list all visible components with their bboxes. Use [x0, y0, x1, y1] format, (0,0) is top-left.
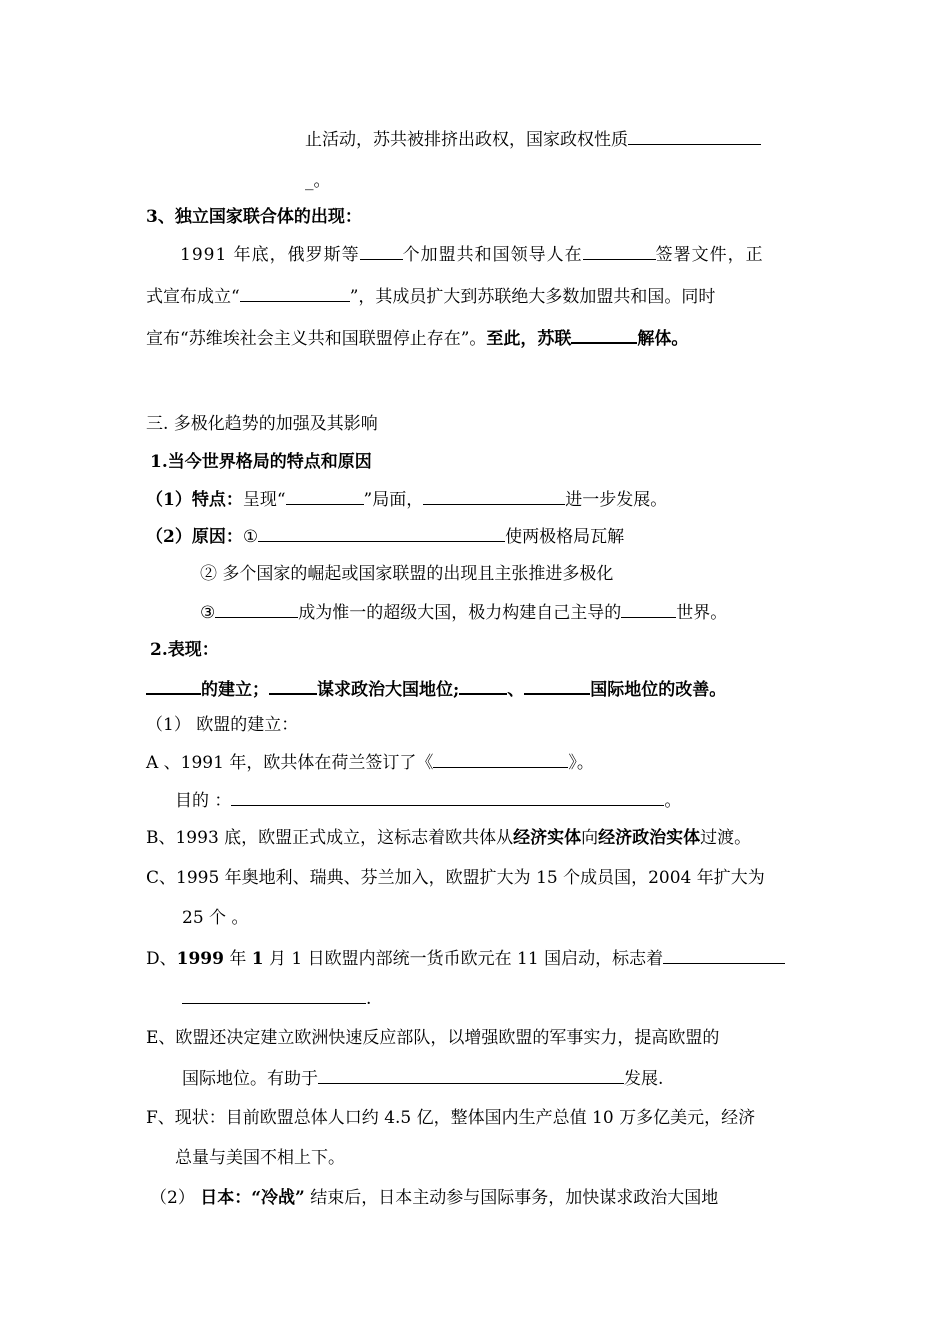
- text-line: E、欧盟还决定建立欧洲快速反应部队，以增强欧盟的军事实力，提高欧盟的: [146, 1028, 720, 1048]
- text-line: [146, 326, 688, 350]
- text: 解体。: [637, 329, 689, 349]
- blank-field[interactable]: [286, 488, 364, 505]
- text-line: F、现状：目前欧盟总体人口约 4.5 亿，整体国内生产总值 10 万多亿美元，经济: [146, 1108, 756, 1128]
- text: （2）: [150, 1188, 201, 1208]
- text: 签署文件，正: [655, 245, 764, 265]
- text-line: [146, 677, 726, 701]
- text-line: 总量与美国不相上下。: [175, 1148, 345, 1168]
- text: A 、1991 年，欧共体在荷兰签订了《: [146, 753, 434, 773]
- text: 目的 ：: [175, 791, 232, 811]
- text-line: [180, 243, 764, 266]
- label: （2）原因：: [146, 527, 243, 547]
- text: 经济实体: [513, 828, 582, 848]
- text: 过渡。: [700, 828, 752, 848]
- text: ”局面，: [363, 490, 424, 510]
- text-line: [305, 128, 761, 151]
- blank-field[interactable]: [215, 601, 298, 618]
- label: （1）特点：: [146, 490, 243, 510]
- text: 1: [251, 949, 264, 969]
- text-line: [182, 1067, 663, 1090]
- text-line: [146, 525, 624, 548]
- blank-field[interactable]: [583, 243, 656, 260]
- text: 1999: [176, 949, 224, 969]
- text: ①: [242, 527, 259, 547]
- text: ③: [200, 603, 216, 623]
- text: 国际地位。有助于: [182, 1069, 318, 1089]
- text: ”，其成员扩大到苏联绝大多数加盟共和国。同时: [349, 287, 716, 307]
- text: 的建立；: [201, 680, 269, 700]
- blank-field[interactable]: [433, 751, 568, 768]
- text: 月 1 日欧盟内部统一货币欧元在 11 国启动，标志着: [263, 949, 664, 969]
- text: 呈现“: [242, 490, 286, 510]
- label: 日本：: [200, 1188, 252, 1208]
- blank-field[interactable]: [182, 987, 366, 1004]
- text: 。: [664, 791, 682, 811]
- text: 经济政治实体: [598, 828, 701, 848]
- text: 向: [581, 828, 599, 848]
- blank-field[interactable]: [318, 1067, 624, 1084]
- blank-field[interactable]: [459, 677, 507, 695]
- blank-field[interactable]: [231, 789, 664, 806]
- subsection-heading: 2.表现：: [150, 640, 219, 660]
- text-line: [200, 601, 727, 624]
- text: 年: [223, 949, 252, 969]
- blank-field[interactable]: [146, 677, 201, 695]
- text-line: [305, 170, 331, 192]
- text: _。: [305, 171, 331, 191]
- text-line: （1） 欧盟的建立：: [146, 715, 299, 735]
- blank-field[interactable]: [423, 488, 565, 505]
- subsection-heading: 1.当今世界格局的特点和原因: [150, 452, 372, 472]
- blank-field[interactable]: [663, 947, 785, 964]
- section-heading: 3、独立国家联合体的出现：: [146, 207, 362, 227]
- text: .: [366, 989, 372, 1009]
- text: 谋求政治大国地位;: [317, 680, 460, 700]
- blank-field[interactable]: [360, 243, 403, 260]
- text: “冷战”: [251, 1188, 305, 1208]
- blank-field[interactable]: [571, 326, 637, 344]
- text: 式宣布成立“: [146, 287, 240, 307]
- text-line: [146, 285, 715, 308]
- text: 发展.: [624, 1069, 664, 1089]
- section-title: 三. 多极化趋势的加强及其影响: [146, 414, 378, 434]
- text: 宣布“苏维埃社会主义共和国联盟停止存在”。: [146, 329, 487, 349]
- text: 世界。: [676, 603, 728, 623]
- text-line: [182, 987, 371, 1010]
- text-line: [146, 488, 667, 511]
- text: D、: [146, 949, 177, 969]
- text: 使两极格局瓦解: [505, 527, 625, 547]
- text: 、: [507, 680, 525, 700]
- text-line: [146, 947, 785, 970]
- text-line: [146, 827, 751, 849]
- text: 至此，苏联: [486, 329, 572, 349]
- blank-field[interactable]: [258, 525, 505, 542]
- text: 国际地位的改善。: [590, 680, 727, 700]
- blank-field[interactable]: [524, 677, 590, 695]
- blank-field[interactable]: [628, 128, 761, 145]
- text-line: [175, 789, 681, 812]
- text: 止活动，苏共被排挤出政权，国家政权性质: [305, 130, 628, 150]
- blank-field[interactable]: [240, 285, 350, 302]
- blank-field[interactable]: [269, 677, 317, 695]
- text: 》。: [568, 753, 594, 773]
- blank-field[interactable]: [621, 601, 676, 618]
- text-line: ② 多个国家的崛起或国家联盟的出现且主张推进多极化: [200, 564, 614, 584]
- text: B、1993 底，欧盟正式成立，这标志着欧共体从: [146, 828, 514, 848]
- text-line: [150, 1187, 718, 1209]
- text-line: 25 个 。: [182, 908, 249, 928]
- text: 1991 年底，俄罗斯等: [180, 245, 360, 265]
- text-line: [146, 751, 594, 774]
- text: 进一步发展。: [565, 490, 668, 510]
- text: 个加盟共和国领导人在: [402, 245, 583, 265]
- text: 成为惟一的超级大国，极力构建自己主导的: [298, 603, 622, 623]
- text: 结束后，日本主动参与国际事务，加快谋求政治大国地: [304, 1188, 719, 1208]
- text-line: C、1995 年奥地利、瑞典、芬兰加入，欧盟扩大为 15 个成员国，2004 年扩大为: [146, 868, 765, 888]
